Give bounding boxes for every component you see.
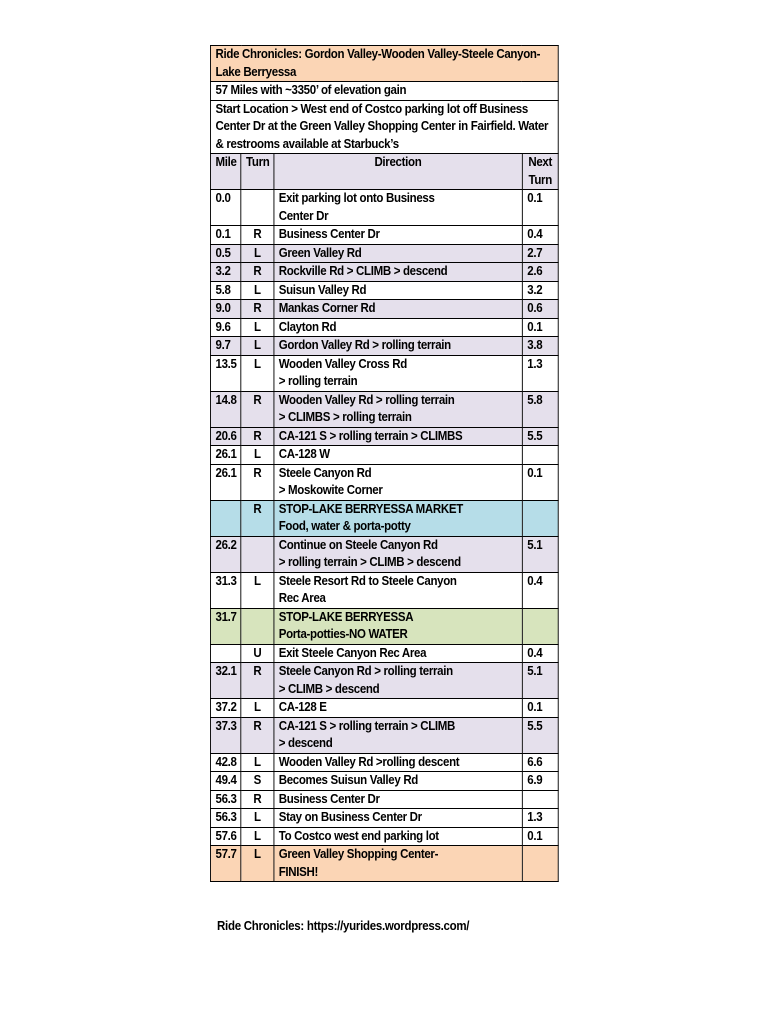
cue-mile: 26.1	[210, 446, 241, 465]
cue-next-turn: 0.1	[522, 827, 558, 846]
cue-next-turn: 0.4	[522, 644, 558, 663]
cue-row	[210, 355, 558, 391]
cue-next-turn	[522, 846, 558, 882]
cue-mile: 9.0	[210, 300, 241, 319]
cue-mile: 49.4	[210, 772, 241, 791]
cue-turn: R	[241, 300, 274, 319]
cue-next-turn	[522, 790, 558, 809]
cue-direction: Gordon Valley Rd > rolling terrain	[274, 337, 523, 356]
cue-row	[210, 337, 558, 356]
cue-row	[210, 772, 558, 791]
cue-next-turn: 5.5	[522, 717, 558, 753]
cue-direction: Exit parking lot onto Business Center Dr	[274, 190, 523, 226]
cue-direction: Exit Steele Canyon Rec Area	[274, 644, 523, 663]
cue-mile: 31.3	[210, 572, 241, 608]
cue-row	[210, 446, 558, 465]
cue-direction: Business Center Dr	[274, 790, 523, 809]
cue-mile: 5.8	[210, 281, 241, 300]
cue-row	[210, 753, 558, 772]
cue-next-turn	[522, 500, 558, 536]
cue-mile: 42.8	[210, 753, 241, 772]
cue-row	[210, 717, 558, 753]
cue-mile: 0.5	[210, 244, 241, 263]
cue-turn	[241, 536, 274, 572]
cue-turn: R	[241, 263, 274, 282]
cue-turn: R	[241, 790, 274, 809]
cue-turn: R	[241, 427, 274, 446]
cue-turn: L	[241, 699, 274, 718]
cue-row	[210, 790, 558, 809]
cue-next-turn: 3.2	[522, 281, 558, 300]
cue-mile: 3.2	[210, 263, 241, 282]
cue-mile: 57.6	[210, 827, 241, 846]
cue-next-turn: 6.6	[522, 753, 558, 772]
cue-turn: R	[241, 663, 274, 699]
cue-direction: Steele Canyon Rd > rolling terrain > CLIMB > descend	[274, 663, 523, 699]
cue-direction: Mankas Corner Rd	[274, 300, 523, 319]
cue-next-turn: 0.1	[522, 464, 558, 500]
cue-next-turn: 1.3	[522, 809, 558, 828]
cue-next-turn: 0.4	[522, 572, 558, 608]
summary-row	[210, 82, 558, 101]
cue-mile: 37.3	[210, 717, 241, 753]
cue-next-turn: 1.3	[522, 355, 558, 391]
cue-direction: Wooden Valley Cross Rd > rolling terrain	[274, 355, 523, 391]
cue-row	[210, 464, 558, 500]
cue-turn: L	[241, 753, 274, 772]
cue-next-turn: 6.9	[522, 772, 558, 791]
start-row	[210, 100, 558, 154]
cue-mile: 13.5	[210, 355, 241, 391]
cue-row	[210, 572, 558, 608]
cue-row	[210, 644, 558, 663]
cue-row	[210, 281, 558, 300]
cue-direction: Clayton Rd	[274, 318, 523, 337]
cue-row	[210, 300, 558, 319]
cue-direction: Business Center Dr	[274, 226, 523, 245]
cue-turn: L	[241, 355, 274, 391]
cue-turn: R	[241, 500, 274, 536]
cue-mile	[210, 500, 241, 536]
cue-direction: CA-128 E	[274, 699, 523, 718]
cue-direction: Continue on Steele Canyon Rd > rolling terrain > CLIMB > descend	[274, 536, 523, 572]
cue-next-turn	[522, 446, 558, 465]
cue-direction: Steele Canyon Rd > Moskowite Corner	[274, 464, 523, 500]
cue-direction: To Costco west end parking lot	[274, 827, 523, 846]
header-row	[210, 154, 558, 190]
cue-mile: 26.1	[210, 464, 241, 500]
cue-row	[210, 536, 558, 572]
cue-direction: CA-121 S > rolling terrain > CLIMB > descend	[274, 717, 523, 753]
footer-credit: Ride Chronicles: https://yurides.wordpress.com/	[217, 919, 470, 933]
cue-mile: 0.0	[210, 190, 241, 226]
cue-direction: Green Valley Rd	[274, 244, 523, 263]
cue-turn	[241, 190, 274, 226]
cue-next-turn: 5.1	[522, 663, 558, 699]
cue-row	[210, 391, 558, 427]
cue-turn: L	[241, 572, 274, 608]
cue-sheet	[210, 45, 553, 882]
cue-row	[210, 318, 558, 337]
cue-direction: CA-128 W	[274, 446, 523, 465]
cue-turn: R	[241, 226, 274, 245]
cue-row	[210, 827, 558, 846]
cue-next-turn: 0.1	[522, 318, 558, 337]
cue-next-turn: 0.1	[522, 190, 558, 226]
cue-direction: STOP-LAKE BERRYESSA MARKET Food, water & porta-potty	[274, 500, 523, 536]
cue-direction: Steele Resort Rd to Steele Canyon Rec Area	[274, 572, 523, 608]
cue-turn: L	[241, 244, 274, 263]
cue-turn: L	[241, 318, 274, 337]
cue-turn	[241, 608, 274, 644]
cue-mile: 57.7	[210, 846, 241, 882]
cue-row	[210, 427, 558, 446]
cue-direction: Wooden Valley Rd >rolling descent	[274, 753, 523, 772]
cue-mile: 0.1	[210, 226, 241, 245]
ride-title: Ride Chronicles: Gordon Valley-Wooden Valley-Steele Canyon-Lake Berryessa	[210, 46, 558, 82]
cue-turn: L	[241, 809, 274, 828]
title-row	[210, 46, 558, 82]
cue-next-turn	[522, 608, 558, 644]
cue-turn: L	[241, 337, 274, 356]
cue-direction: CA-121 S > rolling terrain > CLIMBS	[274, 427, 523, 446]
cue-turn: R	[241, 464, 274, 500]
cue-direction: STOP-LAKE BERRYESSA Porta-potties-NO WATER	[274, 608, 523, 644]
cue-mile: 56.3	[210, 809, 241, 828]
cue-mile: 32.1	[210, 663, 241, 699]
cue-mile: 37.2	[210, 699, 241, 718]
cue-mile: 9.7	[210, 337, 241, 356]
start-location: Start Location > West end of Costco parking lot off Business Center Dr at the Green Valley Shopping Center in Fairfield. Water & restrooms available at Starbuck’s	[210, 100, 558, 154]
cue-mile: 9.6	[210, 318, 241, 337]
cue-row	[210, 500, 558, 536]
header-turn: Turn	[241, 154, 274, 190]
cue-table	[210, 45, 559, 882]
cue-turn: L	[241, 846, 274, 882]
ride-summary: 57 Miles with ~3350’ of elevation gain	[210, 82, 558, 101]
cue-row	[210, 190, 558, 226]
cue-turn: L	[241, 281, 274, 300]
cue-row	[210, 663, 558, 699]
header-mile: Mile	[210, 154, 241, 190]
cue-turn: R	[241, 391, 274, 427]
cue-mile: 20.6	[210, 427, 241, 446]
cue-mile	[210, 644, 241, 663]
cue-direction: Green Valley Shopping Center- FINISH!	[274, 846, 523, 882]
cue-row	[210, 809, 558, 828]
cue-mile: 26.2	[210, 536, 241, 572]
cue-direction: Wooden Valley Rd > rolling terrain > CLIMBS > rolling terrain	[274, 391, 523, 427]
cue-turn: U	[241, 644, 274, 663]
cue-mile: 14.8	[210, 391, 241, 427]
cue-direction: Rockville Rd > CLIMB > descend	[274, 263, 523, 282]
cue-mile: 31.7	[210, 608, 241, 644]
header-next-turn: Next Turn	[522, 154, 558, 190]
cue-turn: S	[241, 772, 274, 791]
cue-next-turn: 3.8	[522, 337, 558, 356]
cue-next-turn: 0.4	[522, 226, 558, 245]
cue-next-turn: 5.1	[522, 536, 558, 572]
cue-next-turn: 0.6	[522, 300, 558, 319]
cue-next-turn: 0.1	[522, 699, 558, 718]
cue-row	[210, 244, 558, 263]
cue-row	[210, 846, 558, 882]
cue-row	[210, 226, 558, 245]
cue-turn: L	[241, 446, 274, 465]
cue-row	[210, 263, 558, 282]
cue-row	[210, 699, 558, 718]
header-direction: Direction	[274, 154, 523, 190]
cue-turn: L	[241, 827, 274, 846]
cue-direction: Suisun Valley Rd	[274, 281, 523, 300]
cue-direction: Stay on Business Center Dr	[274, 809, 523, 828]
cue-row	[210, 608, 558, 644]
cue-next-turn: 5.5	[522, 427, 558, 446]
cue-next-turn: 5.8	[522, 391, 558, 427]
cue-direction: Becomes Suisun Valley Rd	[274, 772, 523, 791]
cue-turn: R	[241, 717, 274, 753]
cue-next-turn: 2.6	[522, 263, 558, 282]
cue-mile: 56.3	[210, 790, 241, 809]
cue-next-turn: 2.7	[522, 244, 558, 263]
